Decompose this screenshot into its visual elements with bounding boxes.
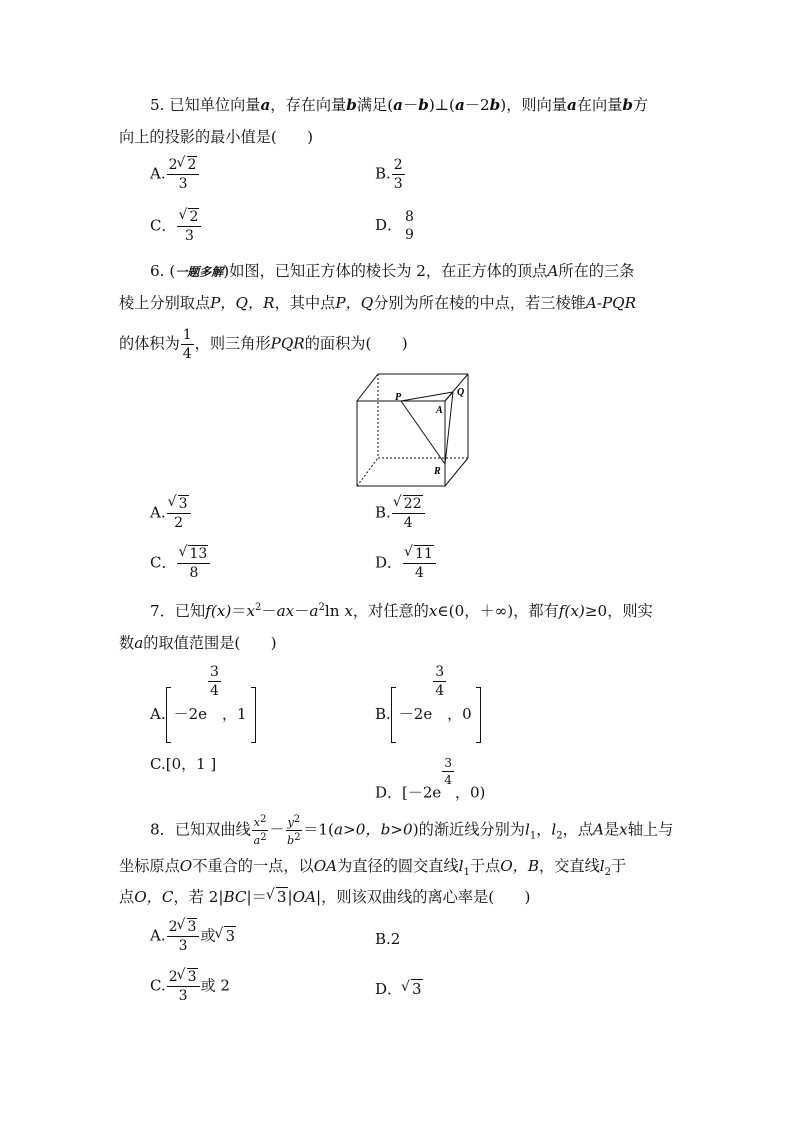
option-label: C． <box>150 553 177 572</box>
q7-option-d[interactable] <box>375 757 485 801</box>
q8-var: O <box>179 857 193 875</box>
q7-line2 <box>119 636 277 651</box>
option-label: D． <box>375 783 403 802</box>
sqrt <box>179 210 199 225</box>
q8-text: 轴上与 <box>627 820 674 839</box>
q8-text: |＝ <box>246 888 267 906</box>
denominator: 9 <box>405 226 414 243</box>
sqrt <box>405 547 434 562</box>
q8-var: BC <box>223 888 247 906</box>
fraction <box>167 970 200 1003</box>
q6-text: 的面积为( ) <box>304 334 408 353</box>
denominator: 4 <box>444 772 452 787</box>
numerator: 3 <box>435 664 445 680</box>
cube-edge <box>445 458 468 486</box>
coef: 2 <box>168 919 178 935</box>
sqrt <box>394 497 423 512</box>
q5-var: a <box>454 96 465 114</box>
right-bracket <box>476 687 481 743</box>
denominator: 4 <box>403 514 413 531</box>
option-label: A. <box>150 926 166 945</box>
q7-text: 数 <box>119 634 135 652</box>
fraction <box>403 547 436 580</box>
q7-var: f(x) <box>558 602 585 620</box>
option-label: C． <box>150 216 177 235</box>
q8-var: x <box>619 820 628 839</box>
numerator: 3 <box>444 756 452 770</box>
q5-text: ，存在向量 <box>270 96 347 114</box>
option-label: A. <box>150 164 166 183</box>
q6-text: 6. ( <box>150 262 176 280</box>
q7-text: － <box>294 602 310 620</box>
radicand: 2 <box>187 157 197 173</box>
q7-option-b[interactable] <box>375 665 481 743</box>
fraction <box>403 210 416 242</box>
radicand: 3 <box>412 980 422 998</box>
q8-text: )的渐近线分别为 <box>412 820 525 839</box>
q5-text: 方 <box>633 96 649 114</box>
numerator: x <box>253 816 261 829</box>
radicand: 13 <box>189 546 208 562</box>
denominator: 8 <box>189 564 199 581</box>
q8-text: 是 <box>603 820 620 839</box>
q6-text: 的体积为 <box>119 334 180 353</box>
q5-option-b[interactable] <box>375 158 406 191</box>
label-r: R <box>434 466 441 477</box>
q6-line2 <box>119 296 636 311</box>
numerator: 2 <box>393 157 403 173</box>
q6-option-c[interactable] <box>150 547 211 580</box>
sqrt <box>215 926 236 945</box>
sqrt <box>179 547 208 562</box>
q8-var: l <box>524 820 530 839</box>
radicand: 22 <box>403 496 422 512</box>
q8-var: OA <box>292 888 317 906</box>
radicand: 11 <box>415 546 433 562</box>
q8-text: 点 <box>119 888 135 906</box>
sqrt <box>402 982 423 997</box>
q7-var: ax <box>276 602 295 620</box>
expr: －2e <box>398 705 433 724</box>
q8-text: ＝1( <box>303 820 334 839</box>
fraction <box>392 158 405 191</box>
fraction <box>167 497 191 530</box>
q7-text: ，对任意的 <box>352 602 429 620</box>
q6-var: A <box>547 262 559 280</box>
denominator: 3 <box>393 175 403 192</box>
q8-text: 为直径的圆交直线 <box>337 857 459 875</box>
q7-text: ln <box>324 602 340 620</box>
label-a: A <box>436 405 443 416</box>
q7-var: a <box>309 602 319 620</box>
q7-var: a <box>134 634 144 652</box>
q7-text: ≥0，则实 <box>584 602 653 620</box>
q8-text: 坐标原点 <box>119 857 180 875</box>
label-q: Q <box>457 387 465 398</box>
q8-var: O，B <box>500 857 540 875</box>
q5-text: －2 <box>464 96 490 114</box>
q6-line1 <box>150 264 634 279</box>
q7-option-c[interactable]: C.[0，1 ] <box>150 755 217 773</box>
q8-option-c[interactable] <box>150 970 230 1003</box>
q6-var: PQR <box>270 334 305 353</box>
q6-option-b[interactable] <box>375 497 426 530</box>
denominator: 4 <box>210 682 219 699</box>
q5-text: － <box>403 96 419 114</box>
exponent <box>433 665 446 698</box>
q6-var: A-PQR <box>585 294 637 312</box>
q8-var: A <box>592 820 604 839</box>
or-text: 或 2 <box>200 976 230 995</box>
triangle-edge-qr <box>445 392 453 464</box>
q6-var: P，Q <box>335 294 374 312</box>
denominator: 2 <box>174 514 184 531</box>
q5-var: b <box>489 96 501 114</box>
sqrt <box>178 970 198 985</box>
radicand: 3 <box>178 496 188 512</box>
q5-text: )，则向量 <box>500 96 567 114</box>
q5-var: b <box>622 96 634 114</box>
fraction: $\frac{y2}{b2}$ <box>287 814 301 847</box>
q6-line3 <box>119 328 408 361</box>
q8-text: 不重合的一点，以 <box>192 857 314 875</box>
q6-text: 所在的三条 <box>558 262 635 280</box>
radicand: 3 <box>187 969 197 985</box>
denominator: a <box>253 833 261 847</box>
option-label: D． <box>375 980 403 998</box>
q8-text: 于 <box>611 857 627 875</box>
option-label: A. <box>150 503 166 522</box>
q7-var: x <box>428 602 438 620</box>
q7-var: x <box>344 602 353 620</box>
coef: 2 <box>168 157 178 173</box>
numerator: 1 <box>182 327 192 343</box>
expr: ，1 <box>221 705 247 724</box>
coef: 2 <box>168 969 178 985</box>
q8-option-a[interactable] <box>150 920 236 953</box>
left-bracket <box>166 687 171 743</box>
denominator: 4 <box>414 564 424 581</box>
cube-front-face <box>357 401 445 486</box>
q8-line2: 坐标原点O不重合的一点，以OA为直径的圆交直线$l_1$于点O，B，交直线$l_2$于 <box>119 857 627 878</box>
fraction <box>181 328 194 361</box>
q5-var: a <box>566 96 577 114</box>
fraction: $\frac{x2}{a2}$ <box>253 814 267 847</box>
denominator: 3 <box>178 987 188 1004</box>
radicand: 2 <box>189 209 199 225</box>
q8-var: OA <box>313 857 338 875</box>
numerator: y <box>287 816 294 829</box>
q6-tag: 一题多解 <box>175 265 224 279</box>
q8-option-d[interactable] <box>375 982 423 997</box>
q6-text: 分别为所在棱的中点，若三棱锥 <box>373 294 586 312</box>
q5-text: 在向量 <box>576 96 623 114</box>
sqrt <box>267 890 288 905</box>
q8-option-b[interactable]: B.2 <box>375 930 401 948</box>
denominator: 3 <box>178 937 188 954</box>
right-bracket <box>251 687 256 743</box>
option-label: C. <box>150 976 166 995</box>
q5-line1 <box>150 98 648 113</box>
or-text: 或 <box>200 926 216 945</box>
sqrt <box>169 497 189 512</box>
q6-text: ，其中点 <box>274 294 336 312</box>
q7-text: ∈(0，＋∞)，都有 <box>437 602 559 620</box>
radicand: 3 <box>187 919 197 935</box>
q5-text: )⊥( <box>428 96 455 114</box>
fraction <box>392 497 425 530</box>
denominator: 3 <box>178 175 188 192</box>
option-label: B. <box>375 705 391 724</box>
denominator: b <box>287 833 295 847</box>
q5-option-c[interactable] <box>150 210 202 243</box>
q7-option-a[interactable] <box>150 665 256 743</box>
option-label: B. <box>375 503 391 522</box>
q6-option-a[interactable] <box>150 497 192 530</box>
q8-text: 于点 <box>469 857 501 875</box>
q7-line1: 7．已知$f(x)=x^2-ax-a^2\ln$ x，对任意的x∈(0，＋∞)，都有f(x)≥0，则实 <box>150 602 653 620</box>
q8-line3 <box>119 890 530 905</box>
q8-text: 8．已知双曲线 <box>150 820 251 839</box>
q7-var: f(x) <box>205 602 232 620</box>
q5-var: b <box>418 96 429 114</box>
exponent <box>208 665 221 698</box>
exponent <box>442 757 454 786</box>
q8-text: | <box>287 888 293 906</box>
q5-text: 满足( <box>356 96 394 114</box>
q6-text: )如图，已知正方体的棱长为 2，在正方体的顶点 <box>223 262 548 280</box>
q8-text: ，若 2| <box>173 888 224 906</box>
cube-hidden-edge <box>357 458 378 486</box>
q7-text: 7．已知 <box>150 602 206 620</box>
expr: ，0 <box>447 705 472 724</box>
option-label: D． <box>375 553 403 572</box>
cube-edge <box>357 374 378 401</box>
q7-text: － <box>261 602 277 620</box>
fraction <box>167 158 200 191</box>
q8-text: |，则该双曲线的离心率是( ) <box>316 888 531 906</box>
q5-var: b <box>346 96 357 114</box>
fraction <box>167 920 200 953</box>
q8-var: l <box>458 857 464 875</box>
q5-option-a[interactable] <box>150 158 200 191</box>
q6-var: P，Q，R <box>210 294 275 312</box>
q8-line1: 8．已知双曲线 $\frac{x2}{a2}$ － $\frac{y2}{b2}$ ＝1(a>0，b>0)的渐近线分别为$l_1$，$l_2$，点A是x轴上与 <box>150 814 674 847</box>
option-label: D． <box>375 216 403 235</box>
denominator: 4 <box>435 682 445 699</box>
left-bracket <box>391 687 396 743</box>
triangle-edge-pq <box>401 392 453 401</box>
q6-text: 棱上分别取点 <box>119 294 211 312</box>
q8-var: a>0，b>0 <box>333 820 413 839</box>
option-label: B. <box>375 164 391 183</box>
q7-text: 的取值范围是( ) <box>143 634 277 652</box>
fraction <box>177 210 201 243</box>
q8-var: l <box>599 857 605 875</box>
expr: －2e <box>173 705 208 724</box>
q5-var: a <box>260 96 271 114</box>
q5-line2: 向上的投影的最小值是( ) <box>119 128 314 146</box>
option-label: A. <box>150 705 166 724</box>
radicand: 3 <box>225 926 236 945</box>
radicand: 3 <box>276 888 287 906</box>
fraction <box>177 547 210 580</box>
q7-var: x <box>246 602 256 620</box>
q5-var: a <box>393 96 404 114</box>
sqrt <box>178 158 198 173</box>
denominator: 4 <box>182 345 192 362</box>
q6-text: ，则三角形 <box>194 334 271 353</box>
q6-option-d[interactable] <box>375 547 437 580</box>
expr: [－2e <box>402 783 442 802</box>
denominator: 3 <box>184 227 194 244</box>
q5-option-d[interactable] <box>375 210 417 242</box>
numerator: 3 <box>210 664 219 680</box>
q8-text: ，点 <box>562 820 593 839</box>
q8-text: ，交直线 <box>539 857 600 875</box>
q8-var: O，C <box>134 888 174 906</box>
sqrt <box>178 920 198 935</box>
q7-text: ＝ <box>231 602 247 620</box>
cube-figure <box>350 368 480 493</box>
q5-text: 5. 已知单位向量 <box>150 96 261 114</box>
label-p: P <box>395 392 402 403</box>
expr: ，0) <box>454 783 486 802</box>
numerator: 8 <box>405 209 414 225</box>
q8-var: l <box>551 820 557 839</box>
